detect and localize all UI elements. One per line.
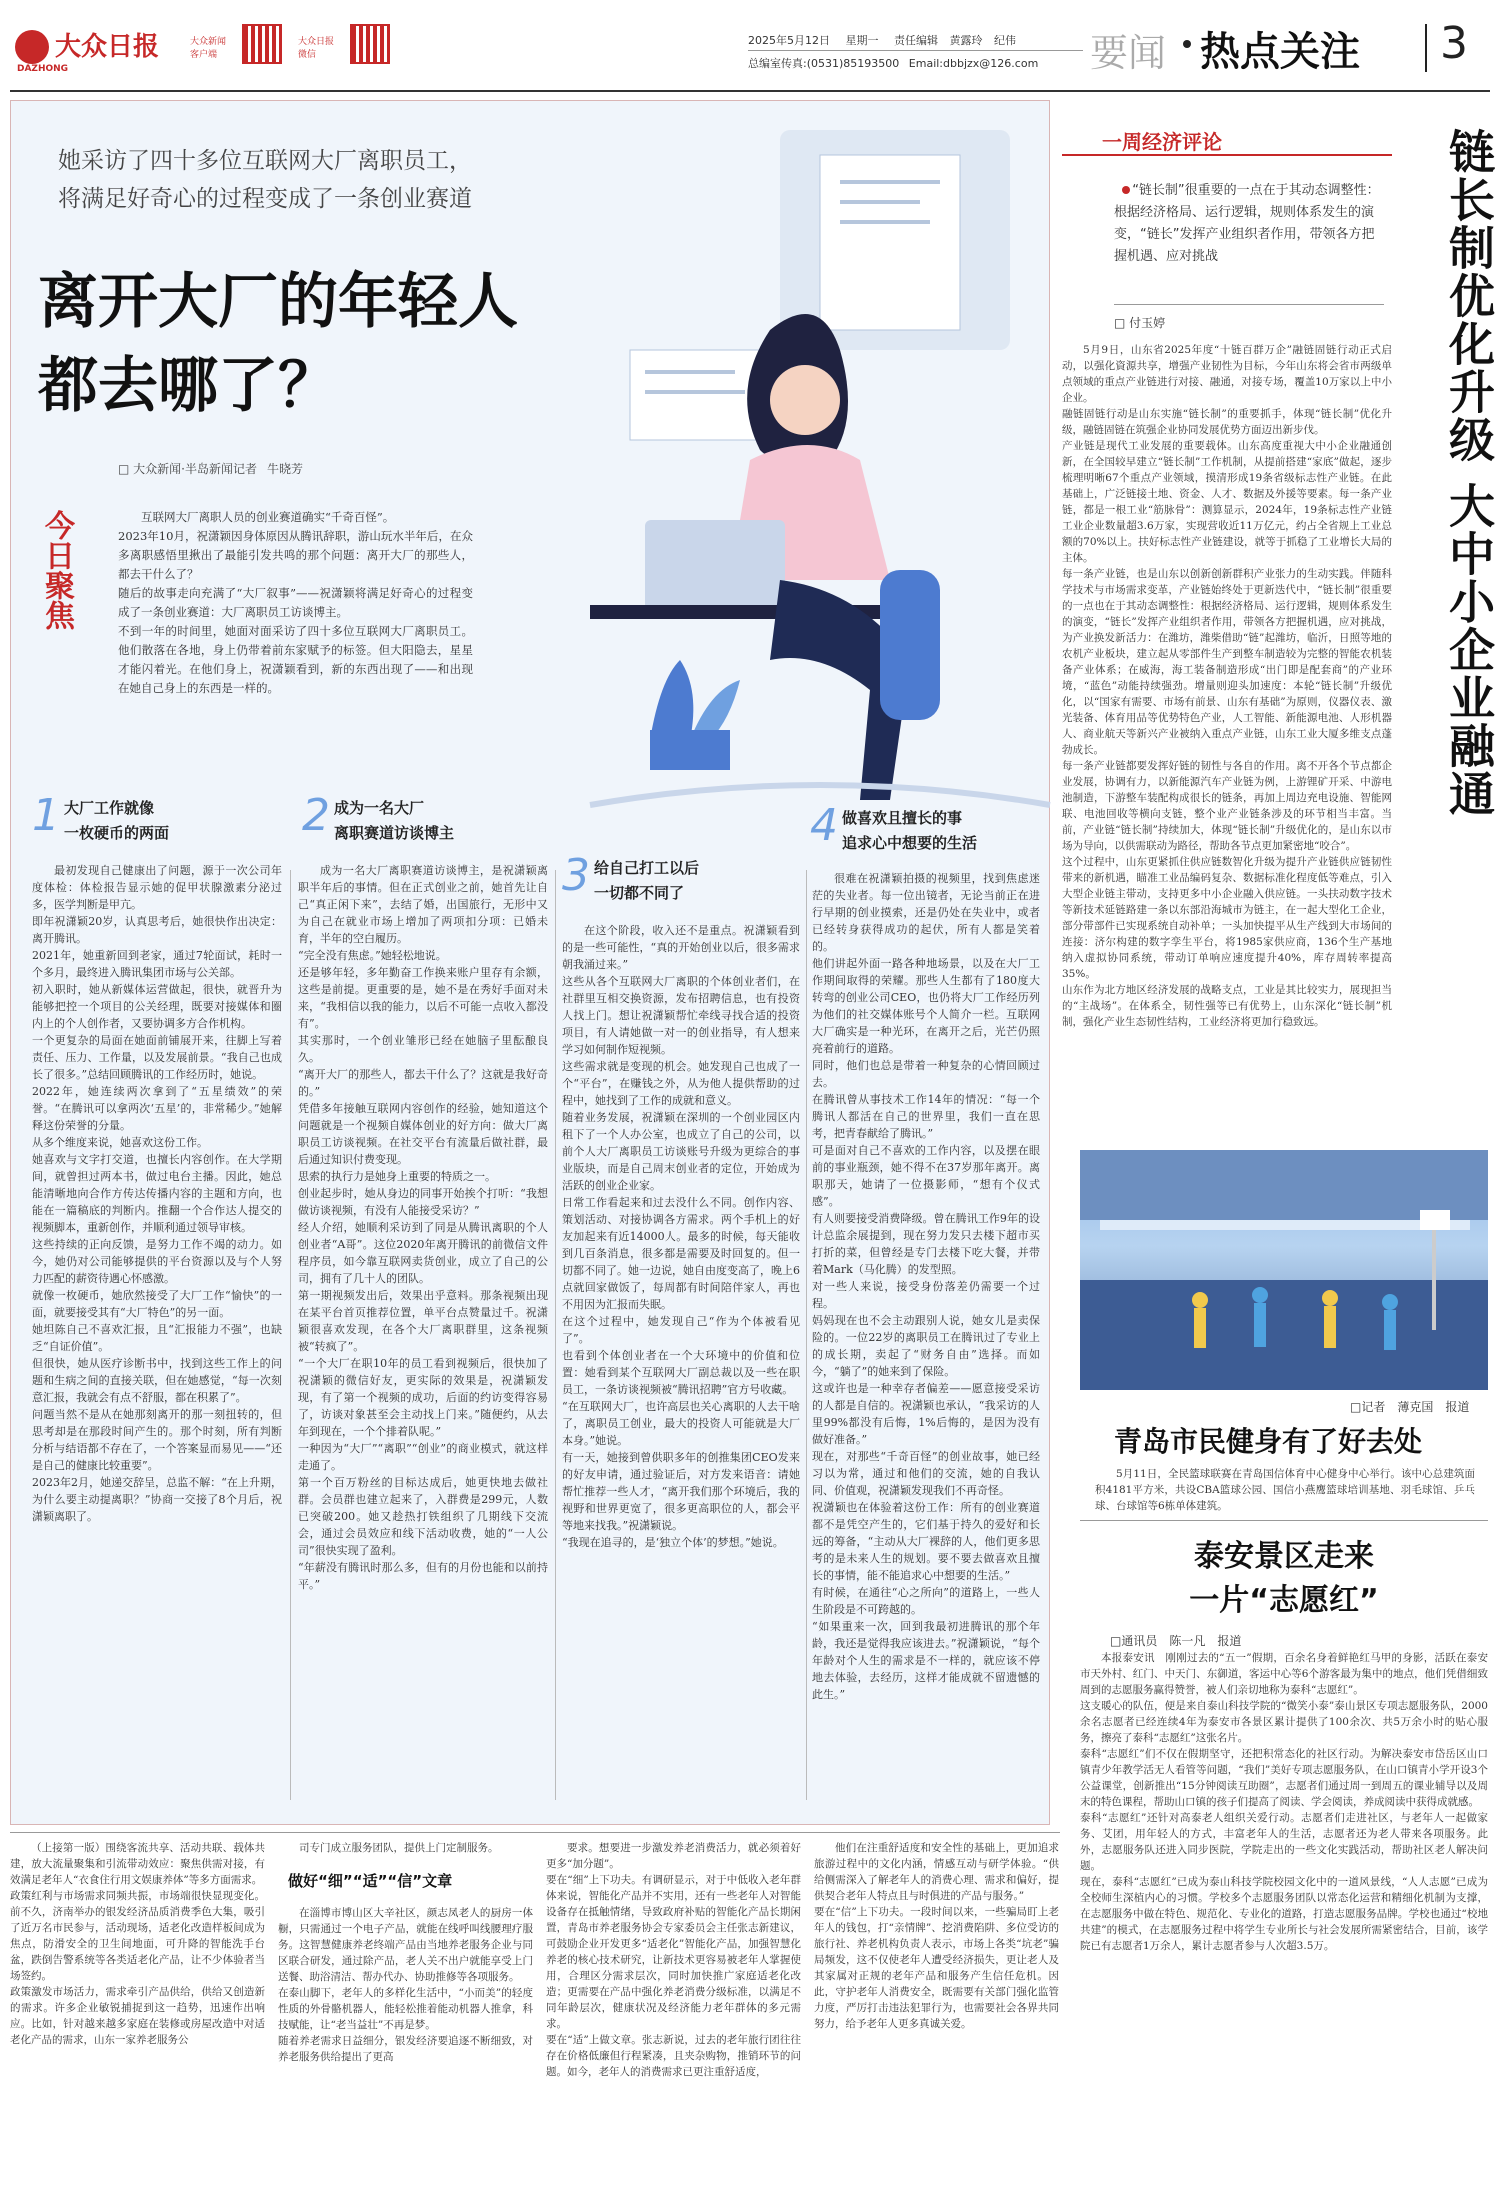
column-divider bbox=[290, 870, 291, 1800]
feature-story bbox=[10, 100, 1050, 1825]
section-number-3: 3 bbox=[562, 850, 590, 901]
photo-scene bbox=[1080, 1150, 1488, 1390]
today-focus-tag: 今日聚焦 bbox=[39, 510, 74, 630]
feature-column-2: 成为一名大厂离职赛道访谈博主，是祝潇颖离职半年后的事情。但在正式创业之前，她首先让自己“真正闲下来”，去结了婚，出国旅行，无形中又为自己在就业市场上增加了两项扣分项：已婚未育，半年的空白履历。 “完全没有焦虑。”她轻松地说。 还是够年轻，多年勤奋工作换来账户里存有余额，这些是前提。更重要的是，她不是在秀好手面对未来，“我相信以我的能力，以后不可能一点收入都没有”。 其实那时，一个创业雏形已经在她脑子里酝酿良久。 “离开大厂的那些人，都去干什么了？这就是我好奇的。” 凭借多年接触互联网内容创作的经验，她知道这个问题就是一个视频自媒体创业的好方向：做大厂离职员工访谈视频。在社交平台有流量后做社群，最后通过知识付费变现。 思索的执行力是她身上重要的特质之一。 创业起步时，她从身边的同事开始挨个打听：“我想做访谈视频，有没有人能接受采访？” 经人介绍，她顺利采访到了同是从腾讯离职的个人创业者“A哥”。这位2020年离开腾讯的前微信文件程序员，如今靠互联网卖货创业，成立了自己的公司，拥有了几十人的团队。 第一期视频发出后，效果出乎意料。那条视频出现在某平台首页推荐位置，单平台点赞量过千。祝潇颖很喜欢发现，在各个大厂离职群里，这条视频被“转疯了”。 “一个大厂在职10年的员工看到视频后，很快加了祝潇颖的微信好友，更实际的效果是，祝潇颖发现，有了第一个视频的成功，后面的约访变得容易了，访谈对象甚至会主动找上门来。”随便约，从去年到现在，一个个排着队呢。” 一种因为“大厂”“离职”“创业”的商业模式，就这样走通了。 第一个百万粉丝的目标达成后，她更快地去做社群。会员群也建立起来了，入群费是299元，人数已突破200。她又趁热打铁组织了几期线下交流会，通过会员效应和线下活动收费，她的“一人公司”很快实现了盈利。 “年薪没有腾讯时那么多，但有的月份也能和以前持平。” bbox=[298, 864, 548, 1591]
feature-column-3: 在这个阶段，收入还不是重点。祝潇颖看到的是一些可能性，“真的开始创业以后，很多需求朝我涌过来。” 这些从各个互联网大厂离职的个体创业者们，在社群里互相交换资源，发布招聘信息，也有投资人找上门。想让祝潇颖帮忙牵线寻找合适的投资项目，有人请她做一对一的创业指导，有人想来学习如何制作短视频。 这些需求就是变现的机会。她发现自己也成了一个“平台”，在赚钱之外，从为他人提供帮助的过程中，她找到了工作的成就和意义。 随着业务发展，祝潇颖在深圳的一个创业园区内租下了一个人办公室，也成立了自己的公司，以前个人大厂离职员工访谈账号升级为更综合的事业版块，而是自己周末创业者的定位，开始成为活跃的创业企业家。 日常工作看起来和过去没什么不同。创作内容、策划活动、对接协调各方需求。两个手机上的好友加起来有近14000人。最多的时候，每天能收到几百条消息，很多都是需要及时回复的。但一切都不同了。她一边说，她自由度变高了，晚上6点就回家做饭了，每周都有时间陪伴家人，再也不用因为汇报而失眠。 在这个过程中，她发现自己“作为个体被看见了”。 也看到个体创业者在一个大环境中的价值和位置：她看到某个互联网大厂副总裁以及一些在职员工，一条访谈视频被“腾讯招聘”官方号收藏。 “在互联网大厂，也许高层也关心离职的人去干啥了，离职员工创业，最大的投资人可能就是大厂本身。”她说。 有一天，她接到曾供职多年的创推集团CEO发来的好友申请，通过验证后，对方发来语音：请她帮忙推荐一些人才，“离开我们那个环境后，我的视野和世界更宽了，很多更高职位的人，都会平等地来找我。”祝潇颖说。 “我现在追寻的，是‘独立个体’的梦想。”她说。 bbox=[562, 924, 800, 1549]
issue-weekday: 星期一 bbox=[845, 34, 879, 47]
qr-code-2 bbox=[350, 24, 390, 64]
qr-code-1 bbox=[242, 24, 282, 64]
illustration-plant bbox=[650, 660, 693, 740]
photo-credit: □记者 薄克国 报道 bbox=[1350, 1400, 1470, 1414]
paper-name: 大众日报 bbox=[55, 32, 160, 62]
feature-column-4: 很难在祝潇颖拍摄的视频里，找到焦虑迷茫的失业者。每一位出镜者，无论当前正在进行早期的创业摸索，还是仍处在失业中，或者已经转身获得成功的起伏，所有人都是笑着的。 他们讲起外面一路各种地场景，以及在大厂工作期间取得的荣耀。那些人生都有了180度大转弯的创业公司CEO，也仍将大厂工作经历列为他们的社交媒体账号个人简介一栏。互联网大厂确实是一种光环，在离开之后，光芒仍照亮着前行的道路。 同时，他们也总是带着一种复杂的心情回顾过去。 在腾讯曾从事技术工作14年的情况：“每一个腾讯人都活在自己的世界里，我们一直在思考，把青春献给了腾讯。” 可是面对自己不喜欢的工作内容，以及摆在眼前的事业瓶颈，她不得不在37岁那年离开。离职那天，她请了一位摄影师，“想有个仪式感”。 有人则要接受消费降级。曾在腾讯工作9年的设计总监余展提到，现在努力发只去楼下超市买打折的菜，但曾经是专门去楼下吃大餐，并带着Mark（马化腾）的发型照。 对一些人来说，接受身份落差仍需要一个过程。 妈妈现在也不会主动跟别人说，她女儿是卖保险的。一位22岁的离职员工在腾讯过了专业上的成长期，卖起了“财务自由”选择。而如今，“躺了”的她来到了保险。 这或许也是一种幸存者偏差——愿意接受采访的人都是自信的。祝潇颖也承认，“我采访的人里99%都没有后悔，1%后悔的，是因为没有做好准备。” 现在，对那些“千奇百怪”的创业故事，她已经习以为常，通过和他们的交流，她的自我认同、价值观，祝潇颖发现我们不再奇怪。 祝潇颖也在体验着这份工作：所有的创业赛道都不是凭空产生的，它们基于持久的爱好和长远的筹备，“主动从大厂裸辞的人，他们更多思考的是未来人生的规划。要不要去做喜欢且擅长的事情，能不能追求心中想要的生活。” 有时候，在通往“心之所向”的道路上，一些人生阶段是不可跨越的。 “如果重来一次，回到我最初进腾讯的那个年龄，我还是觉得我应该进去。”祝潇颖说，“每个年龄对个人生的需求是不一样的，就应该不停地去体验，去经历，这样才能成就不留遗憾的此生。” bbox=[812, 872, 1040, 1701]
column-divider bbox=[806, 870, 807, 1800]
feature-column-1: 最初发现自己健康出了问题，源于一次公司年度体检：体检报告显示她的促甲状腺激素分泌过多，医学判断是甲亢。 即年祝潇颖20岁，认真思考后，她很快作出决定：离开腾讯。 2021年，她重新回到老家，通过7轮面试，耗时一个多月，最终进入腾讯集团市场与公关部。 初入职时，她从新媒体运营做起，很快，就晋升为能够把控一个项目的公关经理，既要对接媒体和圈内上的个人创作者，又要协调多方合作机构。 一个更复杂的局面在她面前铺展开来，往脚上写着责任、压力、工作量，以及发展前景。“我自己也成长了很多。”总结回顾腾讯的工作经历时，她说。 2022年，她连续两次拿到了“五星绩效”的荣誉。“在腾讯可以拿两次‘五星’的，非常稀少。”她解释这份荣誉的分量。 从多个维度来说，她喜欢这份工作。 她喜欢与文字打交道，也擅长内容创作。在大学期间，就曾担过两本书，做过电台主播。因此，她总能清晰地向合作方传达传播内容的主题和方向，也能在一篇稿底的判断内。推翻一个合作达人提交的视频脚本，重新创作，并顺利通过领导审核。 这些持续的正向反馈，是努力工作不竭的动力。如今，她仍对公司能够提供的平台资源以及与个人努力匹配的薪资待遇心怀感激。 就像一枚硬币，她欣然接受了大厂工作“愉快”的一面，就要接受其有“大厂特色”的另一面。 她坦陈自己不喜欢汇报，且“汇报能力不强”，也缺乏“自证价值”。 但很快，她从医疗诊断书中，找到这些工作上的问题和生病之间的直接关联，但在她感觉，“每一次刻意汇报，我就会有点不舒服，都在积累了”。 问题当然不是从在她那刻离开的那一刻扭转的，但思考却是在那段时间产生的。那个时刻，所有判断分析与结语都不存在了，一个答案显而易见——“还是自己的健康比较重要”。 2023年2月，她递交辞呈，总监不解：“在上升期，为什么要主动提离职？”协商一交接了8个月后，祝潇颖离职了。 bbox=[32, 864, 282, 1523]
masthead-info-line1 bbox=[748, 32, 1016, 48]
section-number-4: 4 bbox=[810, 800, 838, 851]
basketball-photo bbox=[1080, 1150, 1488, 1390]
qr-label-1: 大众新闻 客户端 bbox=[190, 37, 227, 60]
commentary-author: □ 付玉婷 bbox=[1114, 316, 1166, 330]
section-name: 要闻 bbox=[1090, 31, 1167, 75]
bottom-column-2-body: 在淄博市博山区大辛社区，颜志凤老人的厨房一体橱，只需通过一个电子产品，就能在线呼叫线腰理疗服务。这智慧健康养老终端产品由当地养老服务企业与同区联合研发，通过除产品，老人关不出户就能享受上门送餐、助浴清洁、帮办代办、协助推修等各项服务。 在泰山脚下，老年人的多样化生活中，“小而美”的轻度性质的外骨骼机器人，能轻松推着能动机器人推拿，科技赋能，让“老当益壮”不再是梦。 随着养老需求日益细分，银发经济要追逐不断细致，对养老服务供给提出了更高 bbox=[278, 1907, 533, 2063]
email: Email:dbbjzx@126.com bbox=[908, 57, 1039, 70]
feature-illustration bbox=[590, 100, 1050, 830]
volunteer-headline: 泰安景区走来 一片“志愿红” bbox=[1189, 1539, 1379, 1618]
section-topic: 热点关注 bbox=[1200, 29, 1360, 75]
photo-headline: 青岛市民健身有了好去处 bbox=[1114, 1425, 1423, 1458]
page-number-divider bbox=[1425, 24, 1427, 72]
masthead-info-line2 bbox=[748, 55, 1038, 71]
proofreader: 纪伟 bbox=[994, 34, 1016, 47]
feature-intro: 互联网大厂离职人员的创业赛道确实“千奇百怪”。 2023年10月，祝潇颖因身体原因从腾讯辞职，游山玩水半年后，在众多离职感悟里揪出了最能引发共鸣的那个问题：离开大厂的那些人，都去干什么了？ 随后的故事走向充满了“大厂叙事”——祝潇颖将满足好奇心的过程变成了一条创业赛道：大厂离职员工访谈博主。 不到一年的时间里，她面对面采访了四十多位互联网大厂离职员工。他们散落在各地，身上仍带着前东家赋予的标签。但大阳隐去，星星才能闪着光。在他们身上，祝潇颖看到，新的东西出现了——和出现在她自己身上的东西是一样的。 bbox=[118, 510, 473, 695]
masthead-rule bbox=[10, 90, 1490, 92]
paper-logo-icon bbox=[15, 30, 49, 64]
byline: □ 大众新闻·半岛新闻记者 牛晓芳 bbox=[118, 462, 303, 476]
author-box-icon: □ bbox=[1114, 316, 1130, 330]
masthead-divider bbox=[748, 50, 1083, 51]
commentary-vertical-headline: 链长制优化升级 大中小企业融通 bbox=[1442, 128, 1496, 819]
byline-box-icon: □ bbox=[118, 462, 134, 476]
column-divider bbox=[555, 870, 556, 1800]
section-header-4 bbox=[810, 800, 1050, 860]
commentary-body: 5月9日，山东省2025年度“十链百群万企”融链固链行动正式启动，以强化資源共享，增强产业韧性为目标，今年山东将会省市两级单点领域的重点产业链进行对接、融通，对接专场，覆盖10万家以上中小企业。 融链固链行动是山东实施“链长制”的重要抓手，体现“链长制”优化升级，融链固链在筑强企业协同发展优势方面迈出新步伐。 产业链是现代工业发展的重要载体。山东高度重视大中小企业融通创新，在全国较早建立“链长制”工作机制，从提前搭建“家底”做起，逐步梳理明晰67个重点产业领域，摸清形成19条省级标志性产业链。在此基础上，广泛链接土地、资金、人才、数据及外援等要素。每一条产业链，都是一根工业“筋脉骨”：测算显示，2024年，19条标志性产业链工业企业数量超3.6万家，实现营收近11万亿元，约占全省规上工业总额的70%以上。扶好标志性产业链建设，就等于抓稳了工业增长大局的主体。 每一条产业链，也是山东以创新创新群积产业张力的生动实践。伴随科学技术与市场需求变革，产业链始终处于更新迭代中，“链长制”很重要的一点也在于其动态调整性：根据经济格局、运行逻辑，规则体系发生的演变，“链长”发挥产业组织者作用，带领各方把握机遇，应对挑战，为产业换发新活力：在潍坊，潍柴借助“链”起潍坊，临沂，日照等地的农机产业板块，建立起从零部件生产到整车制造较为完整的智能农机装备产业体系；在威海，海工装备制造形成“出门即是配套商”的产业环境，“蓝色”动能持续强劲。增量则迎头加速度：本轮“链长制”升级优化，以“国家有需要、市场有前景、山东有基础”为原则，仪器仪表、激光装备、体育用品等优势特色产业，人工智能、新能源电池、人形机器人、商业航天等新兴产业被纳入重点产业链，山东工业大厦多维支点蓬勃成长。 每一条产业链都要发挥好链的韧性与各自的作用。离不开各个节点都企业发展，协调有力，以新能源汽车产业链为例，上游锂矿开采、中游电池制造，下游整车装配构成很长的链条，再加上周边充电设施、智能网联、电池回收等横向支链，整个业产业链条涉及的环节相当丰富。当前，产业链“链长制”持续加大，体现“链长制”升级优化的，是山东以市场为导向，以供需联动为路径，帮助各节点更加紧密地“咬合”。 这个过程中，山东更紧抓住供应链数智化升级为提升产业链供应链韧性带来的新机遇，瞄准工业品编码复杂、数据标准化程度低等难点，引入大型企业链主带动，支持更多中小企业融入供应链。一头扶动数字技术等新技术延链路建一条以东部沿海城市为链主，在一起大型化工企业，部分带部件已实现系统自动补单；一头加快提平从生产线到大市场间的连接：济尔构建的数字孪生平台，将1985家供应商，136个生产基地纳入虚拟协同系统，带动订单响应速度提升40%，库存周转率提高35%。 山东作为北方地区经济发展的战略支点，工业是其比较实力，展现担当的“主战场”。在体系全，韧性强等已有优势上，山东深化“链长制”机制，强化产业生态韧性结构，工业经济将更加行稳致远。 bbox=[1062, 344, 1392, 1028]
page-number: 3 bbox=[1440, 18, 1468, 69]
section-title-3: 给自己打工以后 一切都不同了 bbox=[594, 859, 700, 902]
commentary-tag-rule bbox=[1062, 154, 1392, 156]
section-header-1 bbox=[32, 790, 272, 850]
masthead bbox=[0, 0, 1500, 92]
byline-author: 牛晓芳 bbox=[266, 462, 303, 476]
bottom-rule bbox=[10, 1832, 1060, 1833]
section-header-2 bbox=[302, 790, 542, 850]
fax: 总编室传真:(0531)85193500 bbox=[748, 57, 900, 70]
section-header-3 bbox=[562, 850, 802, 910]
illustration-chair bbox=[880, 570, 940, 720]
section-dot bbox=[1183, 40, 1191, 48]
section-title-4: 做喜欢且擅长的事 追求心中想要的生活 bbox=[842, 809, 978, 852]
bottom-column-4: 他们在注重舒适度和安全性的基础上，更加追求旅游过程中的文化内涵，情感互动与研学体验。“供给侧需深入了解老年人的消费心理、需求和偏好，提供契合老年人特点且与时俱进的产品与服务。” 要在“信”上下功夫。一段时间以来，一些骗局盯上老年人的钱包，打“亲情牌”、挖消费陷阱、多位受访的旅行社、养老机构负责人表示，市场上各类“坑老”骗局频发，这不仅使老年人遭受经济损失，更让老人及其家属对正规的老年产品和服务产生信任危机。因此，守护老年人消费安全，既需要有关部门强化监管力度，严厉打击违法犯罪行为，也需要社会各界共同努力，给予老年人更多真诚关爱。 bbox=[814, 1842, 1059, 2030]
section-number-1: 1 bbox=[32, 790, 60, 841]
summary-rule bbox=[1114, 304, 1384, 305]
editor-name: 黄露玲 bbox=[949, 34, 983, 47]
commentary-summary: “链长制”很重要的一点在于其动态调整性：根据经济格局、运行逻辑，规则体系发生的演变，“链长”发挥产业组织者作用，带领各方把握机遇、应对挑战 bbox=[1114, 183, 1380, 264]
bottom-subhead: 做好“细”“适”“信”文章 bbox=[288, 1872, 453, 1890]
bottom-column-1: （上接第一版）围绕客流共享、活动共联、载体共建，放大流量聚集和引流带动效应：聚焦供需对接，有效满足老年人“衣食住行用文娱康养体”等多方面需求。 政策红利与市场需求同频共振，市场端很快显现变化。前不久，济南举办的银发经济品质消费季色大集，吸引了近万名市民参与，活动现场，适老化改造样板间成为焦点，防滑安全的卫生间地面，可升降的智能洗手台盆，跌倒告警系统等各类适老化产品，让不少体验者当场签约。 政策激发市场活力，需求牵引产品供给，供给又创造新的需求。许多企业敏锐捕捉到这一趋势，迅速作出响应。比如，针对越来越多家庭在装修或房屋改造中对适老化产品的需求，山东一家养老服务公 bbox=[10, 1842, 265, 2046]
bottom-column-2 bbox=[278, 1840, 533, 2180]
photo-caption: 5月11日，全民篮球联赛在青岛国信体育中心健身中心举行。该中心总建筑面积4181平方米，共设CBA篮球公园、国信小燕鹰篮球培训基地、羽毛球馆、乒乓球、台球馆等6栋单体建筑。 bbox=[1095, 1468, 1475, 1512]
section-title-2: 成为一名大厂 离职赛道访谈博主 bbox=[334, 799, 455, 842]
paper-name-en: DAZHONG bbox=[17, 64, 69, 74]
bottom-column-3: 要求。想要进一步激发养老消费活力，就必须着好更多“加分题”。 要在“细”上下功夫。有调研显示，对于中低收入老年群体来说，智能化产品并不实用，还有一些老年人对智能设备存在抵触情绪，导致政府补贴的智能化产品长期闲置，青岛市养老服务协会专家委员会主任张志新建议，可鼓励企业开发更多“适老化”智能化产品，加强智慧化养老的核心技术研究，让新技术更容易被老年人掌握使用，合理区分需求层次，同时加快推广家庭适老化改造；更需要在产品中强化养老消费分级标准，以满足不同年龄层次，健康状况及经济能力老年群体的多元需求。 要在“适”上做文章。张志新说，过去的老年旅行团往往存在价格低廉但行程紧凑，且夹杂购物，推销环节的问题。如今，老年人的消费需求已更注重舒适度， bbox=[546, 1842, 801, 2078]
bottom-column-2-top: 司专门成立服务团队，提供上门定制服务。 bbox=[299, 1842, 499, 1854]
commentary-tag: 一周经济评论 bbox=[1102, 130, 1222, 154]
feature-headline: 离开大厂的年轻人 都去哪了？ bbox=[38, 267, 518, 421]
illustration-face bbox=[770, 365, 840, 435]
qr-label-2: 大众日报 微信 bbox=[298, 37, 335, 60]
section-title-1: 大厂工作就像 一枚硬币的两面 bbox=[64, 799, 170, 842]
economic-commentary bbox=[1062, 100, 1496, 1160]
editor-label: 责任编辑 bbox=[894, 34, 938, 47]
volunteer-credit: □通讯员 陈一凡 报道 bbox=[1110, 1634, 1242, 1648]
volunteer-body: 本报泰安讯 刚刚过去的“五一”假期，百余名身着鲜艳红马甲的身影，活跃在泰安市天外村、红门、中天门、东御道，客运中心等6个游客最为集中的地点，他们凭借细致周到的志愿服务赢得赞誉，被人们亲切地称为泰科“志愿红”。 这支暖心的队伍，便是来自泰山科技学院的“微笑小泰”泰山景区专项志愿服务队，2000余名志愿者已经连续4年为泰安市各景区累计提供了100余次、共5万余小时的贴心服务，擦亮了泰科“志愿红”这张名片。 泰科“志愿红”们不仅在假期坚守，还把积常态化的社区行动。为解决泰安市岱岳区山口镇青少年教学活无人看管等问题，“我们”美好专项志愿服务队，在山口镇青小学开设3个公益课堂，创新推出“15分钟阅读互助圈”，志愿者们通过周一到周五的课业辅导以及周末的特色课程，帮助山口镇的孩子们提高了阅读、学会阅读，养成阅读中获得成就感。 泰科“志愿红”还针对高泰老人组织关爱行动。志愿者们走进社区，与老年人一起做家务、艾团，用年轻人的方式，丰富老年人的生活，志愿者还为老人带来各项服务。此外，志愿服务队还进入同步医院，学院走出的一些文化实践活动，帮助社区老人解决问题。 现在，泰科“志愿红”已成为泰山科技学院校园文化中的一道风景线，“人人志愿”已成为全校师生深植内心的习惯。学校多个志愿服务团队以常态化运营和精细化机制为支撑，在志愿服务中做在特色、规范化、专业化的道路，打造志愿服务品牌。学校也通过“校地共建”的模式，在志愿服务过程中将学生专业所长与社会发展所需紧密结合，目前，该学院已有志愿者1万余人，累计志愿者参与人次超3.5万。 bbox=[1080, 1652, 1488, 1952]
story-divider bbox=[1080, 1520, 1488, 1521]
illustration-laptop bbox=[645, 520, 785, 610]
feature-deck: 她采访了四十多位互联网大厂离职员工， 将满足好奇心的过程变成了一条创业赛道 bbox=[58, 148, 472, 212]
issue-date: 2025年5月12日 bbox=[748, 34, 830, 47]
section-number-2: 2 bbox=[302, 790, 330, 841]
